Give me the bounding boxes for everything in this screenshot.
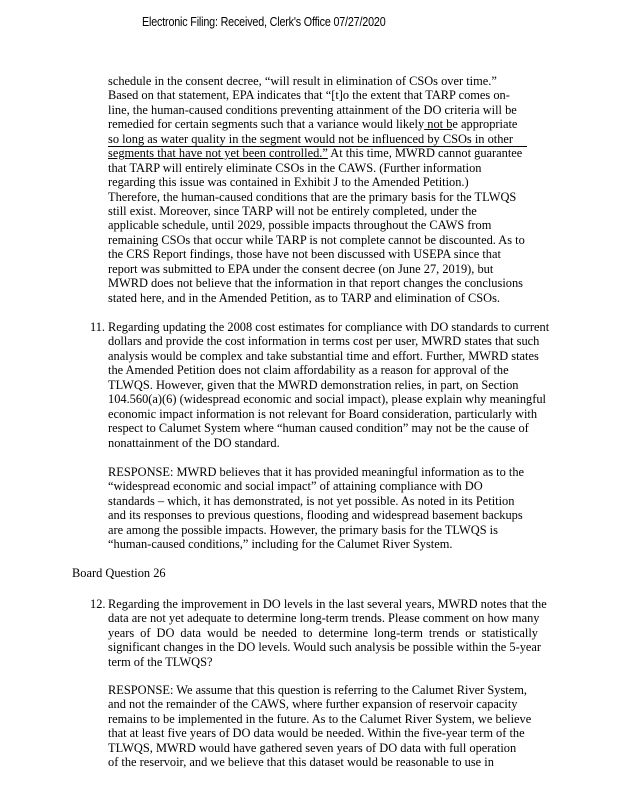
heading-text: Board Question 26 bbox=[72, 566, 166, 580]
text-line: term of the TLWQS? bbox=[108, 654, 213, 669]
text-line: Regarding updating the 2008 cost estimates for compliance with DO standards to current bbox=[108, 320, 550, 334]
text-line: the CRS Report findings, those have not been discussed with USEPA since that bbox=[108, 247, 501, 262]
text-line: the Amended Petition does not claim affordability as a reason for approval of the bbox=[108, 363, 509, 378]
text-line: significant changes in the DO levels. Would such analysis be possible within the 5-year bbox=[108, 640, 542, 655]
text-line: dollars and provide the cost information in terms cost per user, MWRD states that such bbox=[108, 334, 540, 349]
text-line: analysis would be complex and take substantial time and effort. Further, MWRD states bbox=[108, 348, 539, 363]
question-11 bbox=[90, 320, 550, 450]
text-line: schedule in the consent decree, “will result in elimination of CSOs over time.” bbox=[108, 74, 497, 88]
underlined-text: not b bbox=[424, 117, 453, 132]
text-line: and not the remainder of the CAWS, where further expansion of reservoir capacity bbox=[108, 697, 518, 712]
text-line: stated here, and in the Amended Petition, as to TARP and elimination of CSOs. bbox=[108, 290, 501, 305]
text-line: respect to Calumet System where “human caused condition” may not be the cause of bbox=[108, 421, 529, 436]
text-line bbox=[108, 132, 527, 146]
question-12 bbox=[90, 597, 547, 669]
text-line bbox=[108, 117, 527, 131]
text-line: of the reservoir, and we believe that this dataset would be reasonable to use in bbox=[108, 755, 494, 770]
continued-response-paragraph bbox=[108, 74, 527, 305]
text-line: nonattainment of the DO standard. bbox=[108, 435, 280, 450]
question-number: 12. bbox=[90, 597, 106, 611]
question-number: 11. bbox=[90, 320, 106, 334]
text-line: line, the human-caused conditions preventing attainment of the DO criteria will be bbox=[108, 102, 517, 117]
text-line: “widespread economic and social impact” of attaining compliance with DO bbox=[108, 479, 483, 494]
text-line: applicable schedule, until 2029, possible impacts throughout the CAWS from bbox=[108, 218, 492, 233]
text-segment: remedied for certain segments such that a variance would likely bbox=[108, 117, 425, 132]
response-11 bbox=[108, 465, 524, 552]
text-line: that TARP will entirely eliminate CSOs in the CAWS. (Further information bbox=[108, 160, 482, 175]
text-line: RESPONSE: We assume that this question is referring to the Calumet River System, bbox=[108, 683, 527, 697]
text-line: remaining CSOs that occur while TARP is not complete cannot be discounted. As to bbox=[108, 232, 525, 247]
response-12 bbox=[108, 683, 531, 770]
text-line: 104.560(a)(6) (widespread economic and social impact), please explain why meaningful bbox=[108, 392, 546, 407]
text-line: economic impact information is not relevant for Board consideration, particularly with bbox=[108, 406, 538, 421]
text-line: TLWQS. However, given that the MWRD demonstration relies, in part, on Section bbox=[108, 377, 519, 392]
text-line bbox=[108, 146, 527, 160]
text-line: remains to be implemented in the future. As to the Calumet River System, we believe bbox=[108, 711, 532, 726]
text-line: still exist. Moreover, since TARP will not be entirely completed, under the bbox=[108, 203, 477, 218]
text-line: “human-caused conditions,” including for the Calumet River System. bbox=[108, 537, 453, 552]
text-line: Regarding the improvement in DO levels in the last several years, MWRD notes that the bbox=[108, 597, 547, 611]
text-line: Therefore, the human-caused conditions that are the primary basis for the TLWQS bbox=[108, 189, 517, 204]
underlined-quote: so long as water quality in the segment would not be influenced by CSOs in other bbox=[108, 133, 527, 147]
electronic-filing-header: Electronic Filing: Received, Clerk's Office 07/27/2020 bbox=[142, 15, 386, 29]
text-line: report was submitted to EPA under the consent decree (on June 27, 2019), but bbox=[108, 261, 494, 276]
text-line: MWRD does not believe that the information in that report changes the conclusions bbox=[108, 276, 523, 291]
text-line: are among the possible impacts. However, the primary basis for the TLWQS is bbox=[108, 522, 498, 537]
board-question-heading bbox=[72, 566, 166, 580]
text-line: Based on that statement, EPA indicates that “[t]o the extent that TARP comes on- bbox=[108, 88, 510, 103]
text-line: that at least five years of DO data would be needed. Within the five-year term of the bbox=[108, 726, 525, 741]
text-segment: At this time, MWRD cannot guarantee bbox=[327, 146, 523, 161]
text-line: regarding this issue was contained in Exhibit J to the Amended Petition.) bbox=[108, 175, 469, 190]
text-line: RESPONSE: MWRD believes that it has provided meaningful information as to the bbox=[108, 465, 525, 479]
underlined-quote: segments that have not yet been controlled.” bbox=[108, 146, 328, 161]
text-line: TLWQS, MWRD would have gathered seven years of DO data with full operation bbox=[108, 740, 517, 755]
text-line: and its responses to previous questions, flooding and widespread basement backups bbox=[108, 508, 523, 523]
text-line: data are not yet adequate to determine long-term trends. Please comment on how many bbox=[108, 611, 540, 626]
text-line: years of DO data would be needed to determine long-term trends or statistically bbox=[108, 625, 538, 640]
text-segment: e appropriate bbox=[452, 117, 518, 132]
text-line: standards – which, it has demonstrated, is not yet possible. As noted in its Petition bbox=[108, 493, 515, 508]
